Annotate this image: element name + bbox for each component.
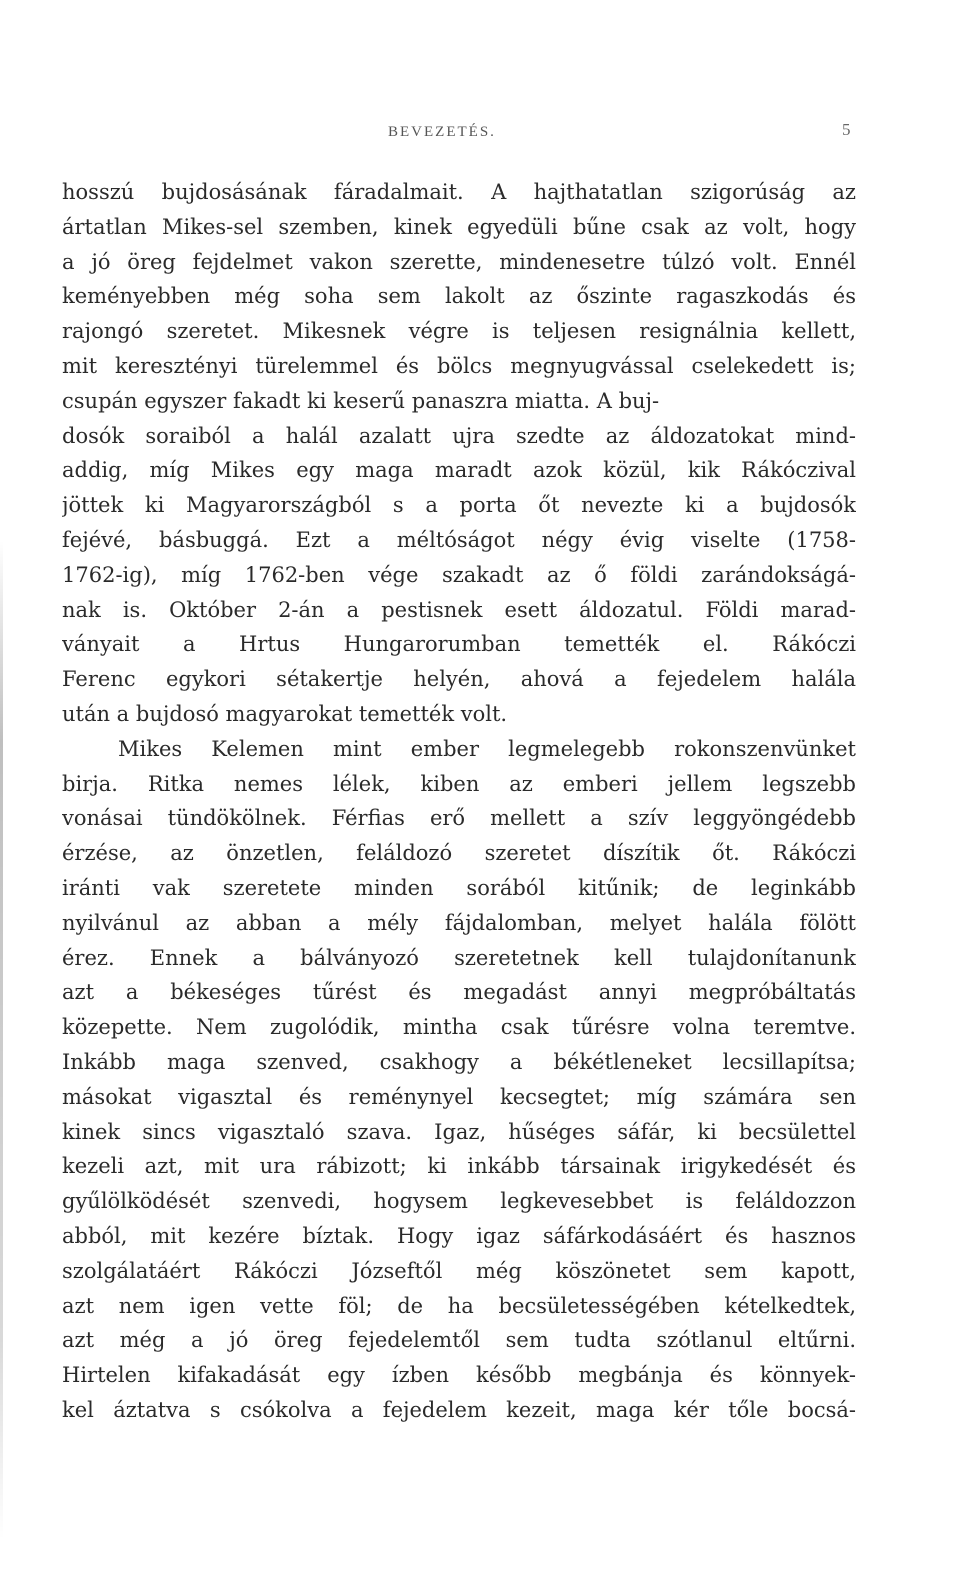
paragraph-start-line: Mikes Kelemen mint ember legmelegebb rokonszenvünket xyxy=(118,736,856,761)
text-line: szolgálatáért Rákóczi Józseftől még köszönetet sem kapott, xyxy=(62,1258,856,1283)
text-line: birja. Ritka nemes lélek, kiben az emberi jellem legszebb xyxy=(62,771,856,796)
text-line: abból, mit kezére bíztak. Hogy igaz sáfárkodásáért és hasznos xyxy=(62,1223,856,1248)
text-line: ványait a Hrtus Hungarorumban temették el. Rákóczi xyxy=(62,632,856,657)
text-line: másokat vigasztal és reménynyel kecsegtet; míg számára sen xyxy=(62,1084,856,1109)
text-line: érzése, az önzetlen, feláldozó szeretet díszítik őt. Rákóczi xyxy=(62,841,856,866)
page-edge-shadow xyxy=(0,540,3,1540)
text-line: ártatlan Mikes-sel szemben, kinek egyedüli bűne csak az volt, hogy xyxy=(62,214,856,239)
running-head xyxy=(0,120,960,148)
running-head-title: BEVEZETÉS. xyxy=(388,124,496,140)
text-line: Ferenc egykori sétakertje helyén, ahová a fejedelem halála xyxy=(62,667,856,692)
page-number: 5 xyxy=(842,120,851,139)
text-line: Hirtelen kifakadását egy ízben később megbánja és könnyek- xyxy=(62,1363,856,1388)
text-line: hosszú bujdosásának fáradalmait. A hajthatatlan szigorúság az xyxy=(62,180,856,204)
text-line: Inkább maga szenved, csakhogy a békétleneket lecsillapítsa; xyxy=(62,1049,856,1074)
text-line: után a bujdosó magyarokat temették volt. xyxy=(62,701,508,726)
text-line: kel áztatva s csókolva a fejedelem kezeit, maga kér tőle bocsá- xyxy=(62,1397,856,1422)
text-line: a jó öreg fejdelmet vakon szerette, mindenesetre túlzó volt. Ennél xyxy=(62,249,856,274)
text-line: gyűlölködését szenvedi, hogysem legkevesebbet is feláldozzon xyxy=(62,1189,856,1214)
text-line: rajongó szeretet. Mikesnek végre is teljesen resignálnia kellett, xyxy=(62,319,856,344)
text-line: nyilvánul az abban a mély fájdalomban, melyet halála fölött xyxy=(62,910,856,935)
text-line: kezeli azt, mit ura rábizott; ki inkább társainak irigykedését és xyxy=(62,1154,856,1179)
text-line: 1762-ig), míg 1762-ben vége szakadt az ő földi zarándokságá- xyxy=(62,562,856,587)
text-line: keményebben még soha sem lakolt az őszinte ragaszkodás és xyxy=(62,284,856,309)
text-line: azt a békeséges tűrést és megadást annyi megpróbáltatás xyxy=(62,980,856,1005)
text-line: érez. Ennek a bálványozó szeretetnek kell tulajdonítanunk xyxy=(62,945,856,970)
text-line: vonásai tündökölnek. Férfias erő mellett a szív leggyöngédebb xyxy=(62,806,856,831)
text-line: jöttek ki Magyarországból s a porta őt nevezte ki a bujdosók xyxy=(62,493,856,518)
text-line: addig, míg Mikes egy maga maradt azok közül, kik Rákóczival xyxy=(62,458,856,483)
text-line: nak is. Október 2-án a pestisnek esett áldozatul. Földi marad- xyxy=(62,597,856,622)
text-line: dosók soraiból a halál azalatt ujra szedte az áldozatokat mind- xyxy=(62,423,856,448)
text-line: kinek sincs vigasztaló szava. Igaz, hűséges sáfár, ki becsülettel xyxy=(62,1119,856,1144)
text-line: azt nem igen vette föl; de ha becsületességében kételkedtek, xyxy=(62,1293,856,1318)
body-text xyxy=(62,175,856,1428)
text-line: mit keresztényi türelemmel és bölcs megnyugvással cselekedett is; csupán egyszer fakadt ki keserű panaszra miatta. A buj- xyxy=(62,353,856,413)
text-line: fejévé, básbuggá. Ezt a méltóságot négy évig viselte (1758- xyxy=(62,527,856,552)
text-line: azt még a jó öreg fejedelemtől sem tudta szótlanul eltűrni. xyxy=(62,1328,856,1353)
text-line: közepette. Nem zugolódik, mintha csak tűrésre volna teremtve. xyxy=(62,1015,856,1040)
text-line: iránti vak szeretete minden sorából kitűnik; de leginkább xyxy=(62,875,856,900)
